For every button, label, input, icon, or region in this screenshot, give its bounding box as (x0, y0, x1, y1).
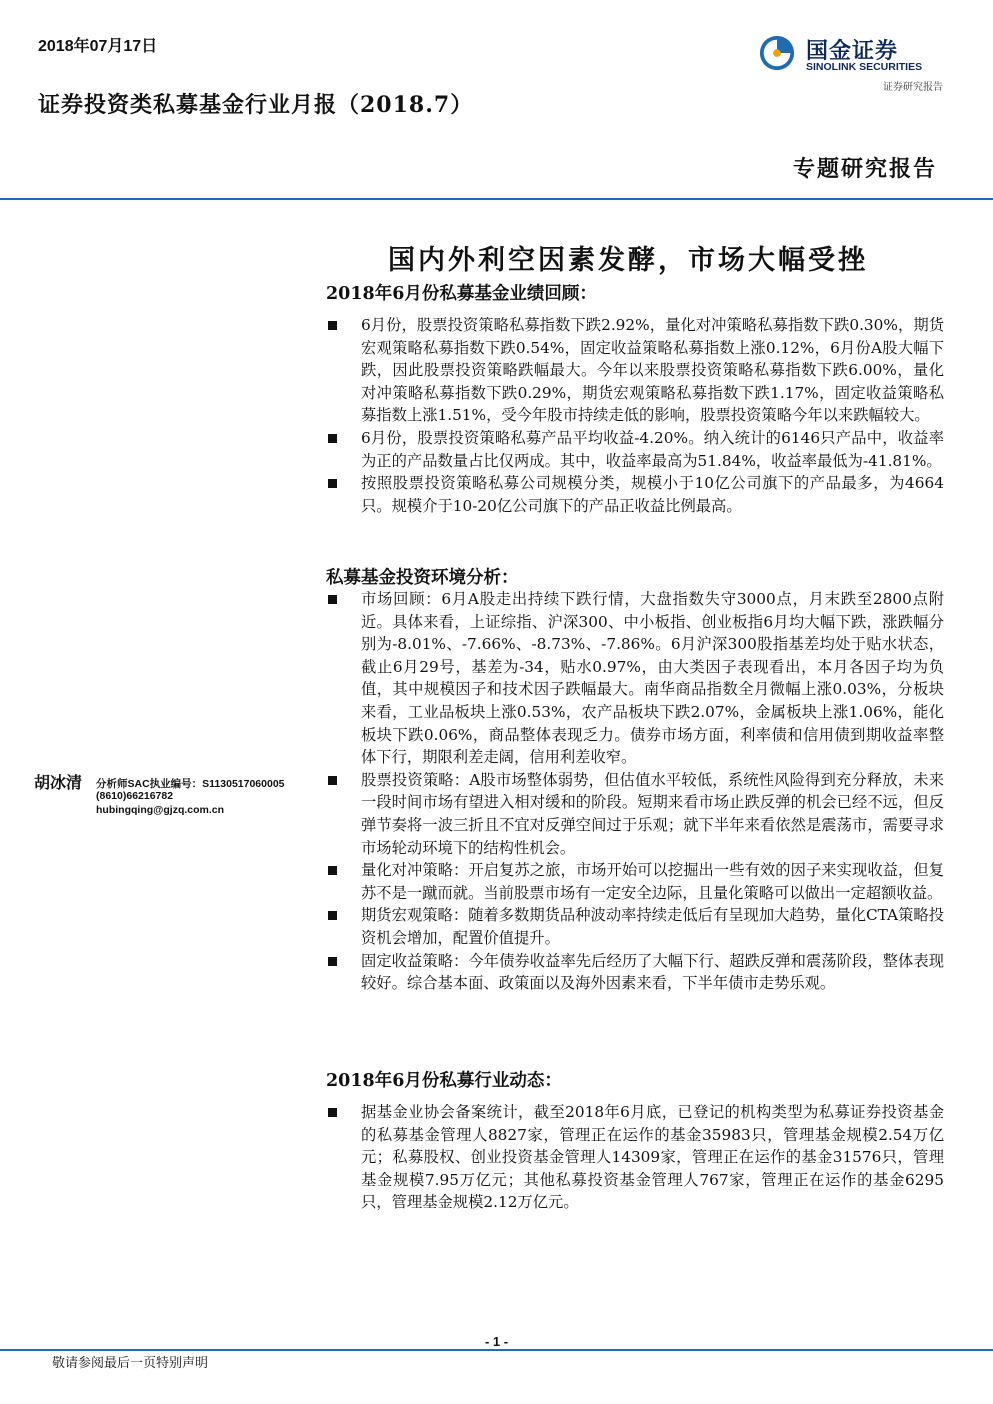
footer-disclaimer: 敬请参阅最后一页特别声明 (52, 1356, 209, 1371)
bullet-item: 6月份，股票投资策略私募指数下跌2.92%，量化对冲策略私募指数下跌0.30%，期货宏观策略私募指数下跌0.54%，固定收益策略私募指数上涨0.12%，6月份A股大幅下跌，因此股票投资策略跌幅最大。今年以来股票投资策略私募指数下跌6.00%，量化对冲策略私募指数下跌0.29%，期货宏观策略私募指数下跌1.17%，固定收益策略私募指数上涨1.51%，受今年股市持续走低的影响，股票投资策略今年以来跌幅较大。 (326, 314, 944, 427)
logo-name-cn: 国金证券 (806, 39, 899, 64)
bullet-item: 按照股票投资策略私募公司规模分类，规模小于10亿公司旗下的产品最多，为4664只。规模介于10-20亿公司旗下的产品正收益比例最高。 (326, 472, 944, 517)
bullet-item: 市场回顾：6月A股走出持续下跌行情，大盘指数失守3000点，月末跌至2800点附近。具体来看，上证综指、沪深300、中小板指、创业板指6月均大幅下跌，涨跌幅分别为-8.01%、-7.66%、-8.73%、-7.86%。6月沪深300股指基差均处于贴水状态，截止6月29号，基差为-34，贴水0.97%，由大类因子表现看出，本月各因子均为负值，其中规模因子和技术因子跌幅最大。南华商品指数全月微幅上涨0.03%，分板块来看，工业品板块上涨0.53%，农产品板块下跌2.07%，金属板块上涨1.06%，能化板块下跌0.06%，商品整体表现乏力。债券市场方面，利率债和信用债到期收益率整体下行，期限利差走阔，信用利差收窄。 (326, 588, 944, 769)
analyst-name: 胡冰清 (34, 773, 83, 792)
logo-name-en: SINOLINK SECURITIES (806, 61, 923, 73)
bullet-square-icon (328, 434, 337, 443)
section-title: 2018年6月份私募行业动态： (326, 1071, 562, 1091)
bullet-item: 期货宏观策略：随着多数期货品种波动率持续走低后有呈现加大趋势，量化CTA策略投资机会增加，配置价值提升。 (326, 904, 944, 949)
bullet-square-icon (328, 776, 337, 785)
section-title: 2018年6月份私募基金业绩回顾： (326, 284, 597, 304)
report-type: 专题研究报告 (792, 156, 937, 182)
analyst-email[interactable]: hubingqing@gjzq.com.cn (96, 804, 225, 816)
logo-mark-icon (758, 34, 796, 72)
bullet-square-icon (328, 595, 337, 604)
report-date: 2018年07月17日 (38, 38, 158, 55)
bullet-square-icon (328, 321, 337, 330)
bullet-list (326, 1101, 944, 1214)
bullet-square-icon (328, 479, 337, 488)
headline: 国内外利空因素发酵，市场大幅受挫 (388, 245, 868, 276)
bullet-square-icon (328, 911, 337, 920)
company-logo (752, 30, 947, 93)
bullet-square-icon (328, 1108, 337, 1117)
bullet-item: 量化对冲策略：开启复苏之旅，市场开始可以挖掘出一些有效的因子来实现收益，但复苏不是一蹴而就。当前股票市场有一定安全边际，且量化策略可以做出一定超额收益。 (326, 859, 944, 904)
header-divider (0, 198, 993, 200)
bullet-item: 据基金业协会备案统计，截至2018年6月底，已登记的机构类型为私募证券投资基金的私募基金管理人8827家，管理正在运作的基金35983只，管理基金规模2.54万亿元；私募股权、创业投资基金管理人14309家，管理正在运作的基金31576只，管理基金规模7.95万亿元；其他私募投资基金管理人767家，管理正在运作的基金6295只，管理基金规模2.12万亿元。 (326, 1101, 944, 1214)
section-title: 私募基金投资环境分析： (326, 568, 519, 588)
report-title: 证券投资类私募基金行业月报（2018.7） (38, 92, 474, 118)
bullet-square-icon (328, 957, 337, 966)
page-number: - 1 - (484, 1334, 509, 1349)
bullet-list (326, 314, 944, 517)
logo-subtitle: 证券研究报告 (883, 82, 943, 93)
bullet-item: 6月份，股票投资策略私募产品平均收益-4.20%。纳入统计的6146只产品中，收益率为正的产品数量占比仅两成。其中，收益率最高为51.84%，收益率最低为-41.81%。 (326, 427, 944, 472)
footer-divider (0, 1349, 993, 1351)
bullet-item: 股票投资策略：A股市场整体弱势，但估值水平较低，系统性风险得到充分释放，未来一段时间市场有望进入相对缓和的阶段。短期来看市场止跌反弹的机会已经不远，但反弹节奏将一波三折且不宜对反弹空间过于乐观；就下半年来看依然是震荡市，需要寻求市场轮动环境下的结构性机会。 (326, 769, 944, 859)
bullet-item: 固定收益策略：今年债券收益率先后经历了大幅下行、超跌反弹和震荡阶段，整体表现较好。综合基本面、政策面以及海外因素来看，下半年债市走势乐观。 (326, 950, 944, 995)
bullet-square-icon (328, 866, 337, 875)
analyst-phone: (8610)66216782 (96, 790, 174, 802)
analyst-cert: 分析师SAC执业编号：S1130517060005 (96, 778, 285, 790)
bullet-list (326, 588, 944, 995)
